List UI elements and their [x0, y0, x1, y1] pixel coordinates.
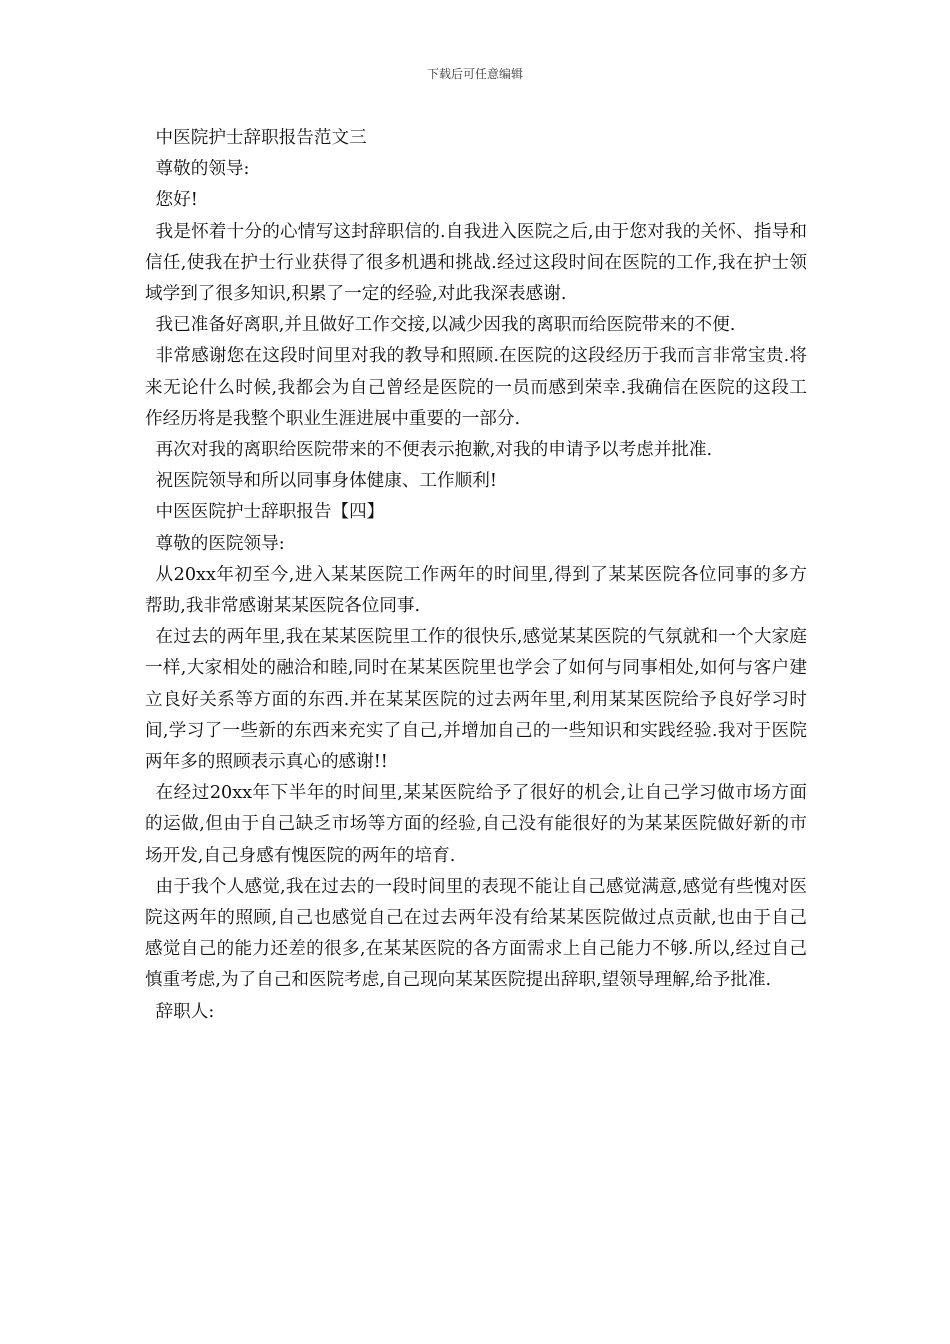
salutation: 尊敬的医院领导: [155, 533, 285, 554]
body-paragraph: 在过去的两年里,我在某某医院里工作的很快乐,感觉某某医院的气氛就和一个大家庭一样,大家相处的融洽和睦,同时在某某医院里也学会了如何与同事相处,如何与客户建立良好关系等方面的东西.并在某某医院的过去两年里,利用某某医院给予良好学习时间,学习了一些新的东西来充实了自己,并增加自己的一些知识和实践经验.我对于医院两年多的照顾表示真心的感谢!! [145, 627, 807, 773]
body-paragraph: 再次对我的离职给医院带来的不便表示抱歉,对我的申请予以考虑并批准. [155, 440, 713, 461]
page-header: 下载后可任意编辑 [426, 67, 523, 81]
section-title: 中医院护士辞职报告范文三 [155, 128, 367, 148]
greeting: 您好! [155, 190, 198, 211]
body-paragraph: 由于我个人感觉,我在过去的一段时间里的表现不能让自己感觉满意,感觉有些愧对医院这两年的照顾,自己也感觉自己在过去两年没有给某某医院做过点贡献,也由于自己感觉自己的能力还差的很多,在某某医院的各方面需求上自己能力不够.所以,经过自己慎重考虑,为了自己和医院考虑,自己现向某某医院提出辞职,望领导理解,给予批准. [145, 876, 807, 991]
body-paragraph: 我已准备好离职,并且做好工作交接,以减少因我的离职而给医院带来的不便. [155, 315, 736, 336]
section-title: 中医医院护士辞职报告【四】 [155, 502, 385, 523]
body-paragraph: 从20xx年初至今,进入某某医院工作两年的时间里,得到了某某医院各位同事的多方帮助,我非常感谢某某医院各位同事. [145, 564, 807, 617]
closing-wish: 祝医院领导和所以同事身体健康、工作顺利! [155, 471, 497, 492]
signature-label: 辞职人: [155, 1001, 215, 1022]
salutation: 尊敬的领导: [155, 159, 250, 180]
document-body [145, 123, 807, 1028]
body-paragraph: 我是怀着十分的心情写这封辞职信的.自我进入医院之后,由于您对我的关怀、指导和信任,使我在护士行业获得了很多机遇和挑战.经过这段时间在医院的工作,我在护士领域学到了很多知识,积累了一定的经验,对此我深表感谢. [145, 221, 807, 305]
body-paragraph: 在经过20xx年下半年的时间里,某某医院给予了很好的机会,让自己学习做市场方面的运做,但由于自己缺乏市场等方面的经验,自己没有能很好的为某某医院做好新的市场开发,自己身感有愧医院的两年的培育. [145, 783, 807, 866]
body-paragraph: 非常感谢您在这段时间里对我的教导和照顾.在医院的这段经历于我而言非常宝贵.将来无论什么时候,我都会为自己曾经是医院的一员而感到荣幸.我确信在医院的这段工作经历将是我整个职业生涯进展中重要的一部分. [145, 346, 807, 429]
